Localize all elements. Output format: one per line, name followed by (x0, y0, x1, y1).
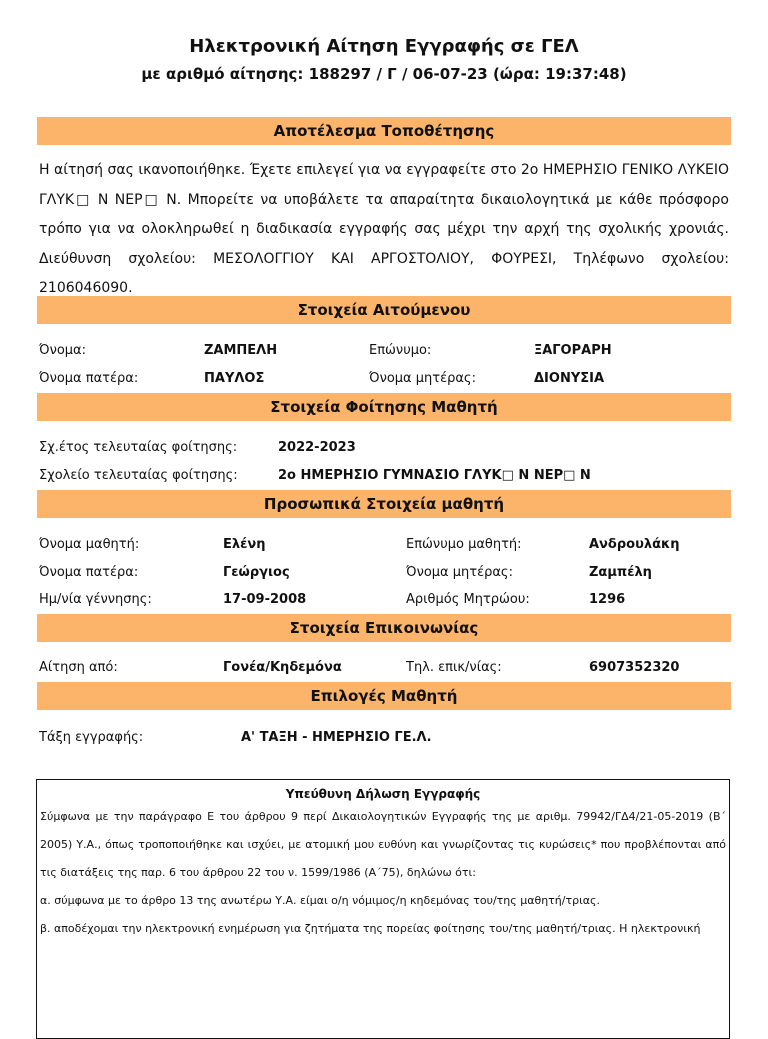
attendance-year-label: Σχ.έτος τελευταίας φοίτησης: (39, 440, 238, 455)
declaration-title: Υπεύθυνη Δήλωση Εγγραφής (285, 787, 481, 801)
applicant-first-name-label: Όνομα: (39, 343, 86, 358)
student-mother-label: Όνομα μητέρας: (406, 565, 513, 580)
contact-phone-value: 6907352320 (589, 660, 680, 675)
student-last-name-label: Επώνυμο μαθητή: (406, 537, 522, 552)
section-placement-header: Αποτέλεσμα Τοποθέτησης (37, 117, 731, 145)
student-mother-value: Ζαμπέλη (589, 565, 652, 580)
attendance-school-value: 2ο ΗΜΕΡΗΣΙΟ ΓΥΜΝΑΣΙΟ ΓΛΥΚ□ Ν ΝΕΡ□ Ν (278, 468, 591, 483)
applicant-father-label: Όνομα πατέρα: (39, 371, 139, 386)
student-birth-value: 17-09-2008 (223, 592, 307, 607)
placement-text: Η αίτησή σας ικανοποιήθηκε. Έχετε επιλεγεί για να εγγραφείτε στο 2ο ΗΜΕΡΗΣΙΟ ΓΕΝΙΚΟ ΛΥΚΕΙΟ ΓΛΥΚ□ Ν ΝΕΡ□ Ν. Μπορείτε να υποβάλετε τα απαραίτητα δικαιολογητικά με κάθε πρόσφορο τρόπο για να ολοκληρωθεί η διαδικασία εγγραφής σας μέχρι την αρχή της σχολικής χρονιάς. Διεύθυνση σχολείου: ΜΕΣΟΛΟΓΓΙΟΥ ΚΑΙ ΑΡΓΟΣΤΟΛΙΟΥ, ΦΟΥΡΕΣΙ, Τηλέφωνο σχολείου: 2106046090. (39, 162, 729, 296)
declaration-box (36, 779, 730, 1039)
page-title: Ηλεκτρονική Αίτηση Εγγραφής σε ΓΕΛ (189, 36, 579, 57)
applicant-last-name-label: Επώνυμο: (369, 343, 432, 358)
application-number: με αριθμό αίτησης: 188297 / Γ / 06-07-23 (ώρα: 19:37:48) (141, 65, 627, 83)
student-first-name-value: Ελένη (223, 537, 266, 552)
contact-phone-label: Τηλ. επικ/νίας: (406, 660, 502, 675)
student-father-label: Όνομα πατέρα: (39, 565, 139, 580)
section-contact-header: Στοιχεία Επικοινωνίας (37, 614, 731, 642)
applicant-father-value: ΠΑΥΛΟΣ (204, 371, 265, 386)
student-first-name-label: Όνομα μαθητή: (39, 537, 140, 552)
applicant-mother-label: Όνομα μητέρας: (369, 371, 476, 386)
section-applicant-header: Στοιχεία Αιτούμενου (37, 296, 731, 324)
applicant-first-name-value: ΖΑΜΠΕΛΗ (204, 343, 278, 358)
attendance-year-value: 2022-2023 (278, 440, 356, 455)
options-class-label: Τάξη εγγραφής: (39, 730, 144, 745)
contact-request-value: Γονέα/Κηδεμόνα (223, 660, 342, 675)
options-class-value: Α' ΤΑΞΗ - ΗΜΕΡΗΣΙΟ ΓΕ.Λ. (241, 730, 432, 745)
student-father-value: Γεώργιος (223, 565, 290, 580)
section-student-header: Προσωπικά Στοιχεία μαθητή (37, 490, 731, 518)
declaration-item-a: α. σύμφωνα με το άρθρο 13 της ανωτέρω Υ.Α. είμαι ο/η νόμιμος/η κηδεμόνας του/της μαθητή/τριας. (40, 894, 600, 907)
student-registry-value: 1296 (589, 592, 626, 607)
student-last-name-value: Ανδρουλάκη (589, 537, 680, 552)
contact-request-label: Αίτηση από: (39, 660, 118, 675)
attendance-school-label: Σχολείο τελευταίας φοίτησης: (39, 468, 238, 483)
applicant-mother-value: ΔΙΟΝΥΣΙΑ (534, 371, 605, 386)
student-birth-label: Ημ/νία γέννησης: (39, 592, 152, 607)
section-attendance-header: Στοιχεία Φοίτησης Μαθητή (37, 393, 731, 421)
section-options-header: Επιλογές Μαθητή (37, 682, 731, 710)
declaration-text: Σύμφωνα με την παράγραφο Ε του άρθρου 9 περί Δικαιολογητικών Εγγραφής της με αριθμ. 79942/ΓΔ4/21-05-2019 (Β΄ 2005) Υ.Α., όπως τροποποιήθηκε και ισχύει, με ατομική μου ευθύνη και γνωρίζοντας τις κυρώσεις* που προβλέπονται από τις διατάξεις της παρ. 6 του άρθρου 22 του ν. 1599/1986 (Α΄75), δηλώνω ότι: (40, 810, 726, 879)
applicant-last-name-value: ΞΑΓΟΡΑΡΗ (534, 343, 612, 358)
declaration-item-b: β. αποδέχομαι την ηλεκτρονική ενημέρωση για ζητήματα της πορείας φοίτησης του/της μαθητή/τριας. Η ηλεκτρονική (40, 922, 701, 935)
student-registry-label: Αριθμός Μητρώου: (406, 592, 530, 607)
